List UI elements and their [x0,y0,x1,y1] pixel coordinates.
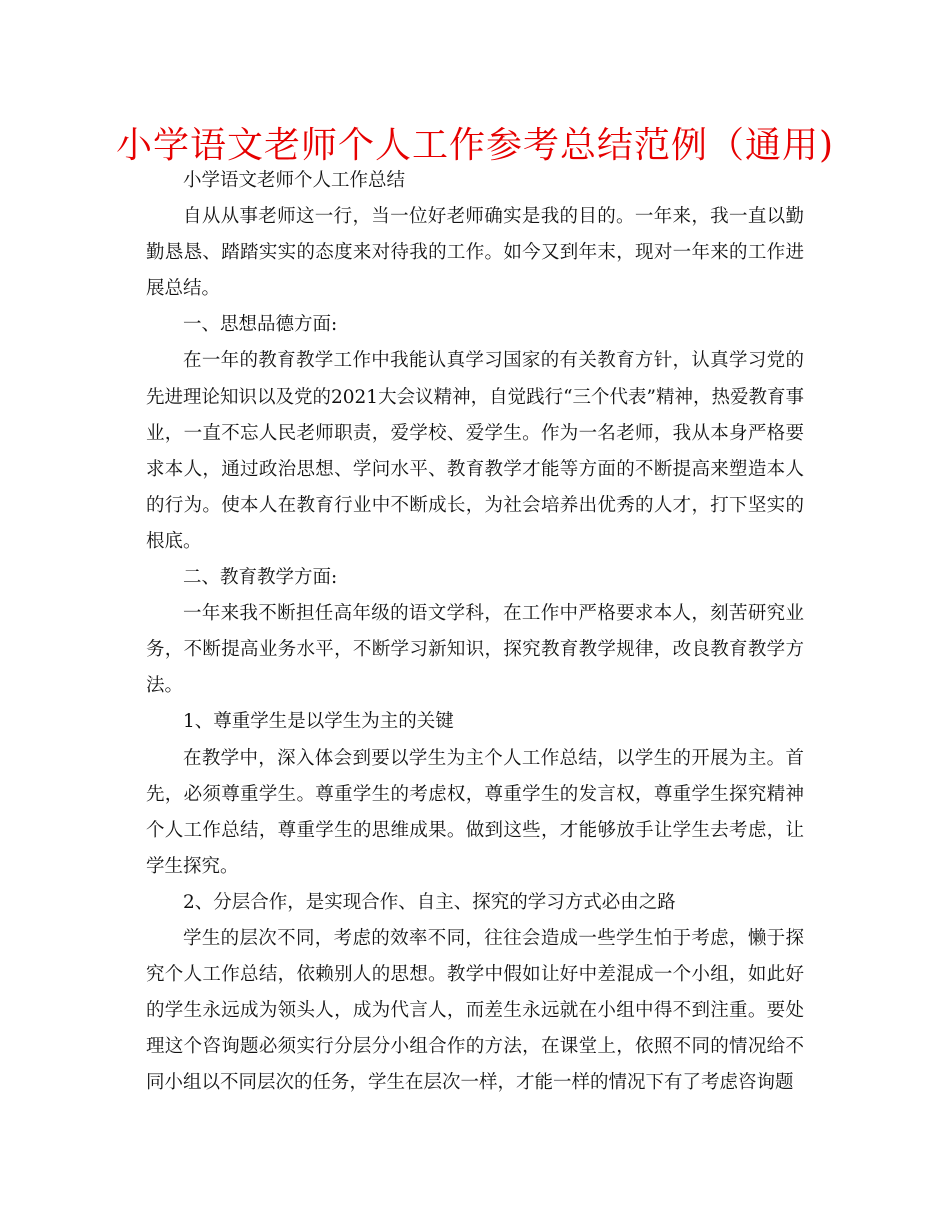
document-title: 小学语文老师个人工作参考总结范例（通用) [115,125,835,166]
paragraph: 自从从事老师这一行，当一位好老师确实是我的目的。一年来，我一直以勤勤恳恳、踏踏实实的态度来对待我的工作。如今又到年末，现对一年来的工作进展总结。 [146,206,804,300]
paragraph: 一年来我不断担任高年级的语文学科，在工作中严格要求本人，刻苦研究业务，不断提高业务水平，不断学习新知识，探究教育教学规律，改良教育教学方法。 [146,603,804,697]
section-heading: 二、教育教学方面: [183,567,338,589]
paragraph: 在一年的教育教学工作中我能认真学习国家的有关教育方针，认真学习党的先进理论知识以及党的2021大会议精神，自觉践行“三个代表”精神，热爱教育事业，一直不忘人民老师职责，爱学校、爱学生。作为一名老师，我从本身严格要求本人，通过政治思想、学问水平、教育教学才能等方面的不断提高来塑造本人的行为。使本人在教育行业中不断成长，为社会培养出优秀的人才，打下坚实的根底。 [146,350,804,552]
subsection-heading: 2、分层合作，是实现合作、自主、探究的学习方式必由之路 [183,891,676,913]
paragraph: 在教学中，深入体会到要以学生为主个人工作总结，以学生的开展为主。首先，必须尊重学生。尊重学生的考虑权，尊重学生的发言权，尊重学生探究精神个人工作总结，尊重学生的思维成果。做到这些，才能够放手让学生去考虑，让学生探究。 [146,747,804,877]
subsection-heading: 1、尊重学生是以学生为主的关键 [183,711,454,733]
paragraph: 学生的层次不同，考虑的效率不同，往往会造成一些学生怕于考虑，懒于探究个人工作总结，依赖别人的思想。教学中假如让好中差混成一个小组，如此好的学生永远成为领头人，成为代言人，而差生永远就在小组中得不到注重。要处理这个咨询题必须实行分层分小组合作的方法，在课堂上，依照不同的情况给不同小组以不同层次的任务，学生在层次一样，才能一样的情况下有了考虑咨询题 [146,927,804,1094]
document-body [146,163,804,1101]
paragraph-subtitle: 小学语文老师个人工作总结 [183,170,406,191]
section-heading: 一、思想品德方面: [183,314,338,336]
